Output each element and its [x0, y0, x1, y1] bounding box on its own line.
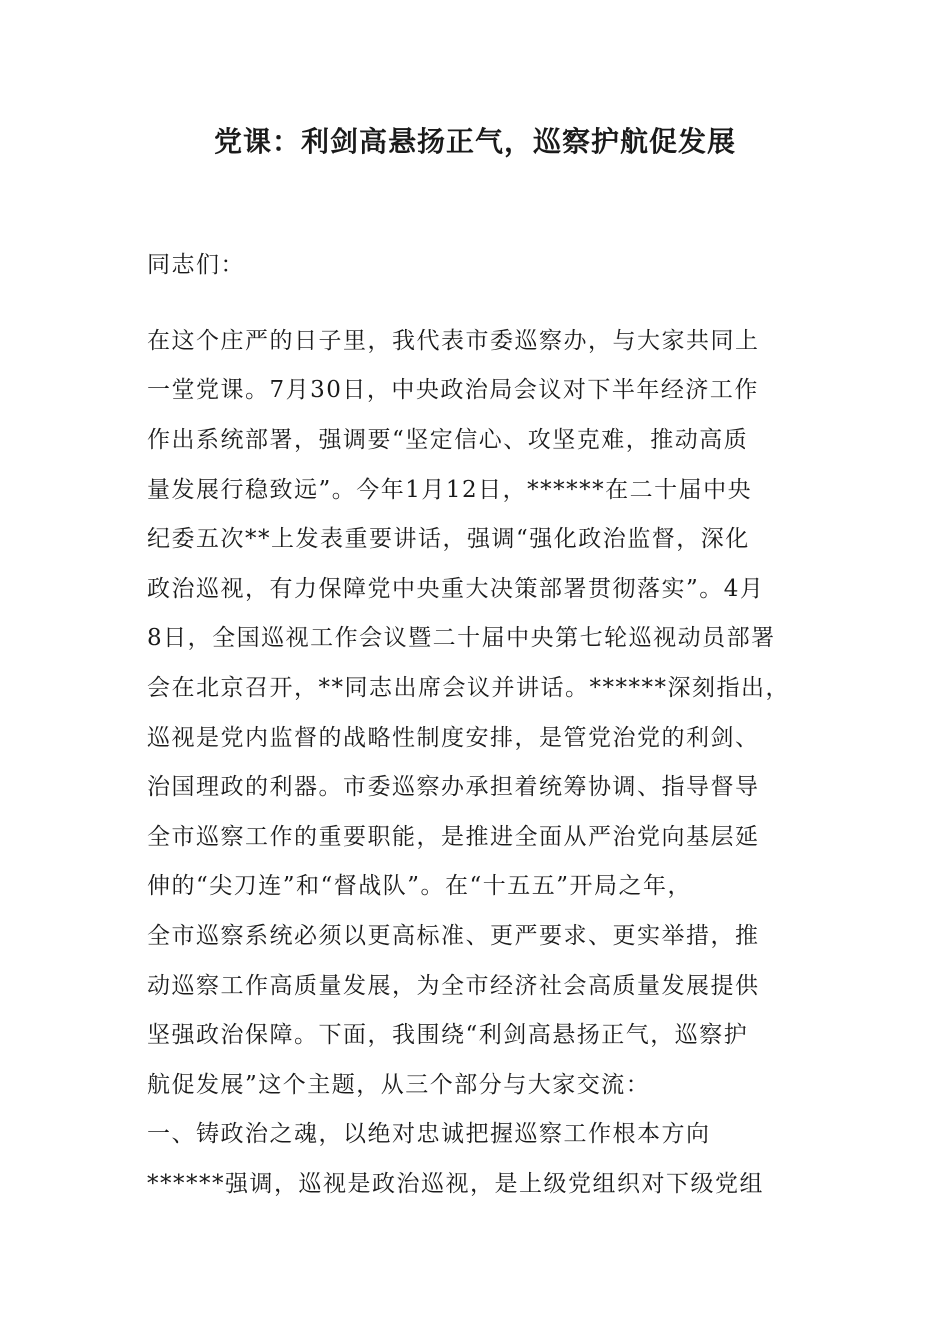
- body-line: 伸的“尖刀连”和“督战队”。在“十五五”开局之年，: [147, 873, 693, 899]
- body-line: 巡视是党内监督的战略性制度安排，是管党治党的利剑、: [147, 725, 760, 751]
- body-line: 治国理政的利器。市委巡察办承担着统筹协调、指导督导: [147, 774, 760, 800]
- section-heading: 一、铸政治之魂，以绝对忠诚把握巡察工作根本方向: [147, 1121, 711, 1147]
- body-line: 在这个庄严的日子里，我代表市委巡察办，与大家共同上: [147, 328, 760, 354]
- salutation-line: 同志们：: [147, 252, 245, 278]
- body-line: ******强调，巡视是政治巡视，是上级党组织对下级党组: [147, 1171, 764, 1197]
- body-line: 作出系统部署，强调要“坚定信心、攻坚克难，推动高质: [147, 427, 749, 453]
- body-line: 量发展行稳致远”。今年1月12日，******在二十届中央: [147, 477, 753, 503]
- body-line: 坚强政治保障。下面，我围绕“利剑高悬扬正气，巡察护: [147, 1022, 749, 1048]
- body-line: 会在北京召开，**同志出席会议并讲话。******深刻指出，: [147, 675, 790, 701]
- body-line: 纪委五次**上发表重要讲话，强调“强化政治监督，深化: [147, 526, 750, 552]
- body-line: 8日，全国巡视工作会议暨二十届中央第七轮巡视动员部署: [147, 625, 776, 651]
- body-line: 一堂党课。7月30日，中央政治局会议对下半年经济工作: [147, 377, 759, 403]
- body-line: 航促发展”这个主题，从三个部分与大家交流：: [147, 1072, 651, 1098]
- body-line: 全市巡察系统必须以更高标准、更严要求、更实举措，推: [147, 923, 760, 949]
- document-title: 党课：利剑高悬扬正气，巡察护航促发展: [213, 125, 736, 158]
- body-line: 动巡察工作高质量发展，为全市经济社会高质量发展提供: [147, 973, 760, 999]
- body-line: 政治巡视，有力保障党中央重大决策部署贯彻落实”。4月: [147, 576, 765, 602]
- body-line: 全市巡察工作的重要职能，是推进全面从严治党向基层延: [147, 824, 760, 850]
